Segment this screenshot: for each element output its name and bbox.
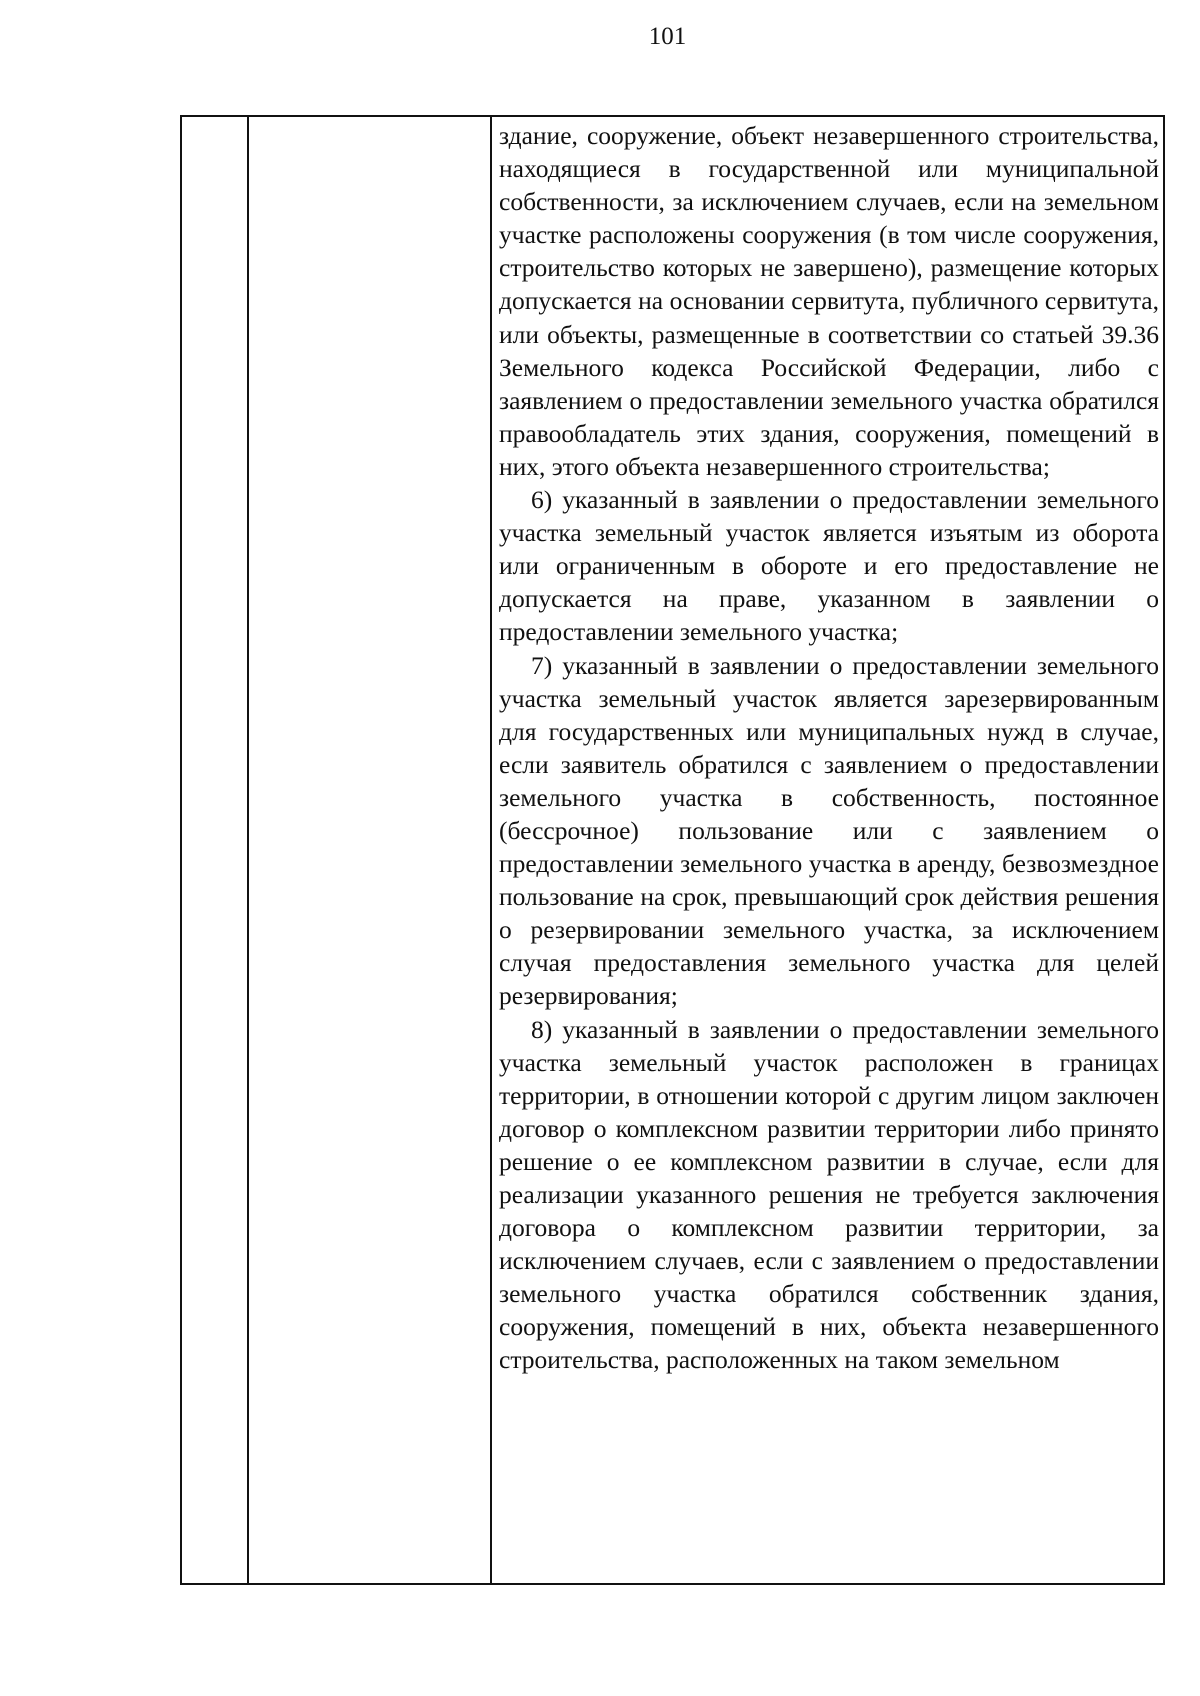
paragraph-continuation: здание, сооружение, объект незавершенного строительства, находящиеся в государственной или муниципальной собственности, за исключением случаев, если на земельном участке расположены сооружения (в том числе сооружения, строительство которых не завершено), размещение которых допускается на основании сервитута, публичного сервитута, или объекты, размещенные в соответствии со статьей 39.36 Земельного кодекса Российской Федерации, либо с заявлением о предоставлении земельного участка обратился правообладатель этих здания, сооружения, помещений в них, этого объекта незавершенного строительства; — [499, 121, 1159, 481]
table-column-divider-1 — [247, 117, 249, 1583]
page-number: 101 — [648, 23, 687, 50]
paragraph-item-7: 7) указанный в заявлении о предоставлении земельного участка земельный участок является зарезервированным для государственных или муниципальных нужд в случае, если заявитель обратился с заявлением о предоставлении земельного участка в собственность, постоянное (бессрочное) пользование или с заявлением о предоставлении земельного участка в аренду, безвозмездное пользование на срок, превышающий срок действия решения о резервировании земельного участка, за исключением случая предоставления земельного участка для целей резервирования; — [499, 650, 1159, 1011]
document-table — [180, 115, 1165, 1585]
table-cell-text — [499, 119, 1159, 1377]
table-column-divider-2 — [490, 117, 492, 1583]
paragraph-item-6: 6) указанный в заявлении о предоставлении земельного участка земельный участок является изъятым из оборота или ограниченным в обороте и его предоставление не допускается на праве, указанном в заявлении о предоставлении земельного участка; — [499, 485, 1159, 647]
paragraph-item-8: 8) указанный в заявлении о предоставлении земельного участка земельный участок расположен в границах территории, в отношении которой с другим лицом заключен договор о комплексном развитии территории либо принято решение о ее комплексном развитии в случае, если для реализации указанного решения не требуется заключения договора о комплексном развитии территории, за исключением случаев, если с заявлением о предоставлении земельного участка обратился собственник здания, сооружения, помещений в них, объекта незавершенного строительства, расположенных на таком земельном — [499, 1014, 1159, 1375]
